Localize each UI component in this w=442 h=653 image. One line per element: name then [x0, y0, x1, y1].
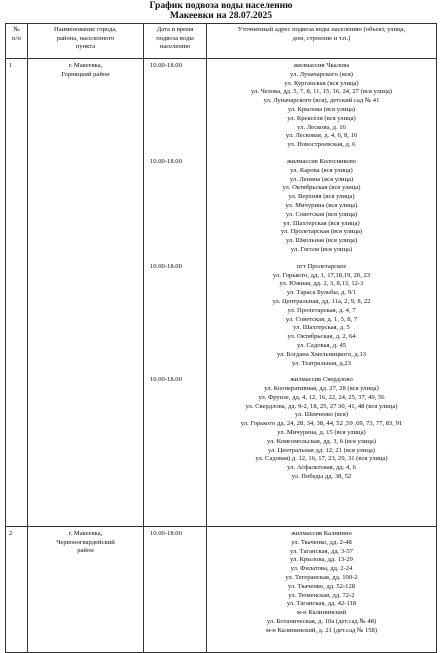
street-address: ул. Ткаченко, дд. 2-48 [291, 538, 352, 546]
block-spacer [207, 368, 436, 376]
header-time-line: Дата и время [156, 26, 194, 33]
header-city-line: района, населенного [56, 34, 115, 42]
header-address [207, 24, 437, 59]
street-address: ул. Тюменская, дд. 72-2 [288, 591, 355, 599]
header-time [144, 24, 207, 59]
city-line: Горняцкий район [61, 70, 110, 78]
street-address: ул. Шахтерская, д. 5 [293, 324, 350, 332]
delivery-time: 10.00-18.00 [150, 158, 182, 165]
title-line-2: Макеевки на 28.07.2025 [169, 10, 273, 21]
street-address: ул. Садовая, д. 45 [296, 341, 347, 349]
street-address: ул. Комсомольская, дд. 3, 6 (вся улица) [267, 437, 376, 445]
header-city [28, 24, 144, 59]
header-time-line: подвоза воды [156, 34, 194, 42]
street-address: ул. Лескова, д. 16 [297, 123, 346, 131]
street-address: ул. Свердлова, дд. 9-2, 18, 25, 27 30, 41, 48 (вся улица) [245, 402, 398, 410]
street-address: ул. Крылова (вся улица) [287, 105, 356, 113]
address-cell [207, 527, 437, 653]
street-address: ул. Центральная, дд. 11а, 2, 9, 8, 22 [272, 297, 371, 305]
street-address: ул. Ботаническая, д. 10а (дет.сад № 48) [266, 617, 377, 625]
street-address: ул. Луначарского (вся) [290, 70, 353, 78]
street-address: ул. Октябрьская (вся улица) [282, 184, 361, 192]
settlement-name: жилмассив Калинино [291, 530, 352, 537]
delivery-time: 10.00-18.00 [150, 530, 182, 537]
street-address: ул. Школьная (вся улица) [285, 237, 358, 245]
street-address: ул. Шевченко (вся) [294, 411, 349, 419]
settlement-name: жилмассив Чкалова [293, 62, 350, 69]
street-address: ул. Театральная, д.23 [291, 359, 352, 367]
street-address: ул. Ткаченко, дд. 52-128 [287, 582, 356, 590]
street-address: ул. Таганская, дд. 42-118 [286, 600, 357, 608]
settlement-name: жилмассив Колосниково [286, 157, 357, 165]
street-address: ул. Центральная дд. 12, 21 (вся улица) [268, 446, 375, 454]
street-address: ул. Карова (вся улица) [290, 166, 353, 174]
address-cell [207, 59, 437, 527]
street-address: ул. Шахтерская (вся улица) [283, 219, 360, 227]
street-address: ул. Горького дд. 24, 28, 34, 38, 44, 52 ,59 ,69, 73, 77, 83, 91 [240, 420, 403, 428]
delivery-time: 10.00-18.00 [150, 376, 182, 384]
title-line-1: График подвоза воды населению [149, 0, 293, 11]
city-line: район [77, 547, 94, 554]
block-spacer [207, 255, 436, 263]
street-address: ул. Советская (вся улица) [285, 210, 358, 218]
city-line: Червоногвардейский [56, 538, 115, 546]
street-address: ул. Новостроевская, д. 6 [287, 141, 356, 149]
street-address: ул. Пролетарская (вся улица) [280, 228, 363, 236]
table-body [6, 59, 437, 653]
delivery-time-cell [144, 527, 207, 653]
city-district-cell [28, 59, 144, 527]
street-address: м-н Калининский [296, 609, 347, 617]
street-address: м-н Калининский, д. 21 (дет.сад № 158) [265, 626, 378, 634]
block-spacer [207, 150, 436, 158]
street-address: ул. Советская, д. 1, 5, 8, 7 [285, 315, 358, 323]
street-address: ул. Богдана Хмельницкого, д.13 [276, 350, 367, 358]
delivery-time-cell [144, 59, 207, 527]
street-address: ул. Крекселя (вся улица) [287, 114, 356, 122]
street-address: ул. Фрунзе, дд. 4, 12, 16, 22, 24, 25, 37, 49, 56 [258, 393, 385, 401]
city-line: г. Макеевка, [68, 530, 103, 537]
row-number: 2 [6, 527, 28, 653]
water-schedule-table [5, 23, 437, 653]
header-address-line: дом, строение и т.п.) [292, 34, 351, 42]
street-address: ул. Тараса Бульбы, д. 9/1 [286, 289, 357, 297]
street-address: ул. Южная, дд. 2, 3, 8,13, 12-3 [279, 280, 364, 288]
street-address: ул. Гоголя (вся улица) [290, 245, 353, 253]
street-address: ул. Мичурина, д. 15 (вся улица) [277, 429, 366, 437]
street-address: ул. Кооперативная, дд. 27, 28 (вся улица) [264, 385, 379, 393]
settlement-name: пгт Пролетарское [296, 262, 347, 270]
street-address: ул. Октябрьская, д. 2, 64 [287, 333, 356, 341]
street-address: ул. Таганская, дд. 3-57 [290, 547, 353, 555]
street-address: ул. Лесковая, д. 4, 6, 8, 16 [285, 132, 358, 140]
delivery-time: 10.00-18.00 [150, 62, 182, 69]
header-num-line: п/п [12, 34, 21, 42]
street-address: ул. Ленина (вся улица) [289, 175, 354, 183]
settlement-name: жилмассив Свердлово [290, 376, 353, 384]
header-city-line: Наименование города, [54, 26, 117, 33]
header-address-line: Уточненный адрес подвоза воды населению (объект, улица, [237, 26, 406, 33]
header-city-line: пункта [75, 43, 96, 50]
header-time-line: населению [159, 43, 191, 50]
street-address: ул. Мичурина (вся улица) [285, 201, 358, 209]
street-address: ул. Пролетарская, д. 4, 7 [287, 306, 356, 314]
street-address: ул. Курганская (вся улица) [284, 79, 359, 87]
street-address: ул. Горького, дд. 1, 17,18,19, 20, 23 [272, 271, 371, 279]
document-title [0, 1, 442, 21]
header-num-line: № [13, 26, 20, 33]
table-row [6, 527, 437, 653]
street-address: ул. Крылова, дд. 13-29 [290, 556, 353, 564]
city-district-cell [28, 527, 144, 653]
street-address: ул. Садовая) д. 12, 16, 17, 23, 29, 31 (вся улица) [255, 455, 388, 463]
street-address: ул. Асфальтовая, дд. 4, 6 [287, 464, 356, 472]
street-address: ул. Луначарского (вся), детский сад № 41 [263, 97, 380, 105]
street-address: ул. Верхняя (вся улица) [288, 193, 355, 201]
table-row [6, 59, 437, 527]
street-address: ул. Филатова, дд. 2-24 [290, 565, 353, 573]
street-address: ул. Чехова, дд. 5, 7, 8, 11, 15, 16, 24, 27 (вся улица) [250, 88, 392, 96]
delivery-time: 10.00-18.00 [150, 262, 182, 270]
city-line: г. Макеевка, [68, 62, 103, 69]
table-header-row [6, 24, 437, 59]
header-num [6, 24, 28, 59]
row-number: 1 [6, 59, 28, 527]
street-address: ул. Победы дд. 38, 52 [291, 473, 352, 481]
street-address: ул. Тегеранская, дд. 100-2 [285, 573, 358, 581]
